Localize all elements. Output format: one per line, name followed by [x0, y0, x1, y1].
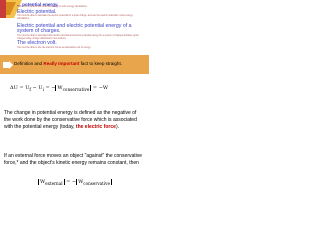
- band-suffix: fact to keep straight.: [80, 61, 123, 66]
- objective-desc-1: You must be able to use potential energy in work energy calculations.: [17, 6, 88, 8]
- objective-desc-3: You must be able to calculate both electric potential and electric potential energy for a system of charged particles (point charges today, charge distributions next lecture).: [17, 35, 139, 40]
- formula-w: W: [57, 85, 63, 91]
- external-force-paragraph: [4, 153, 144, 167]
- objectives-section: [0, 0, 149, 55]
- band-emphasis: Really Important: [43, 61, 80, 66]
- formula2-right: [76, 179, 112, 185]
- slide-page: [0, 0, 149, 198]
- definition-heading: [14, 61, 122, 66]
- para2-text: If an external force moves an object "against" the conservative force,* and the object's kinetic energy remains constant, then: [4, 153, 143, 166]
- formula-work-term: [55, 85, 91, 91]
- arrow-icon: [3, 61, 13, 69]
- formula-sub-f: f: [29, 87, 31, 92]
- formula-lhs: ΔU = U: [10, 85, 30, 91]
- objective-desc-4: You must be able to use the electron volt as an alternative unit of energy.: [17, 47, 91, 49]
- para1-end: ).: [115, 123, 119, 130]
- objective-title-1: ... potential energy.: [17, 2, 59, 7]
- potential-energy-formula: [10, 85, 108, 92]
- formula-tail: = −W: [91, 85, 109, 91]
- definition-paragraph: [4, 110, 144, 130]
- band-prefix: Definition and: [14, 61, 43, 66]
- objective-desc-2: You must be able to calculate the electric potential for a point charge, and use the electric potential in work-energy calculations.: [17, 15, 133, 20]
- formula-sub-i: i: [42, 87, 44, 92]
- formula2-sub-external: external: [45, 181, 63, 186]
- formula-mid: − U: [30, 85, 43, 91]
- formula-eq: = −: [43, 85, 56, 91]
- formula2-eq: = −: [64, 179, 77, 185]
- formula-sub-conservative: conservative: [62, 87, 90, 92]
- objective-title-2: Electric potential.: [17, 9, 57, 15]
- formula2-left: [38, 179, 65, 185]
- para1-emphasis: the electric force: [75, 123, 116, 130]
- para1-text: The change in potential energy is defined as the negative of the work done by the conservative force which is associated with the potential energy (today,: [4, 110, 137, 130]
- formula2-w2: W: [78, 179, 84, 185]
- definition-band: [0, 55, 149, 74]
- work-equality-formula: [38, 179, 112, 186]
- objective-title-4: The electron volt.: [17, 40, 57, 46]
- formula2-w1: W: [40, 179, 46, 185]
- formula2-sub-conservative: conservative: [83, 181, 110, 186]
- objective-title-3: Electric potential and electric potential energy of a system of charges.: [17, 23, 132, 35]
